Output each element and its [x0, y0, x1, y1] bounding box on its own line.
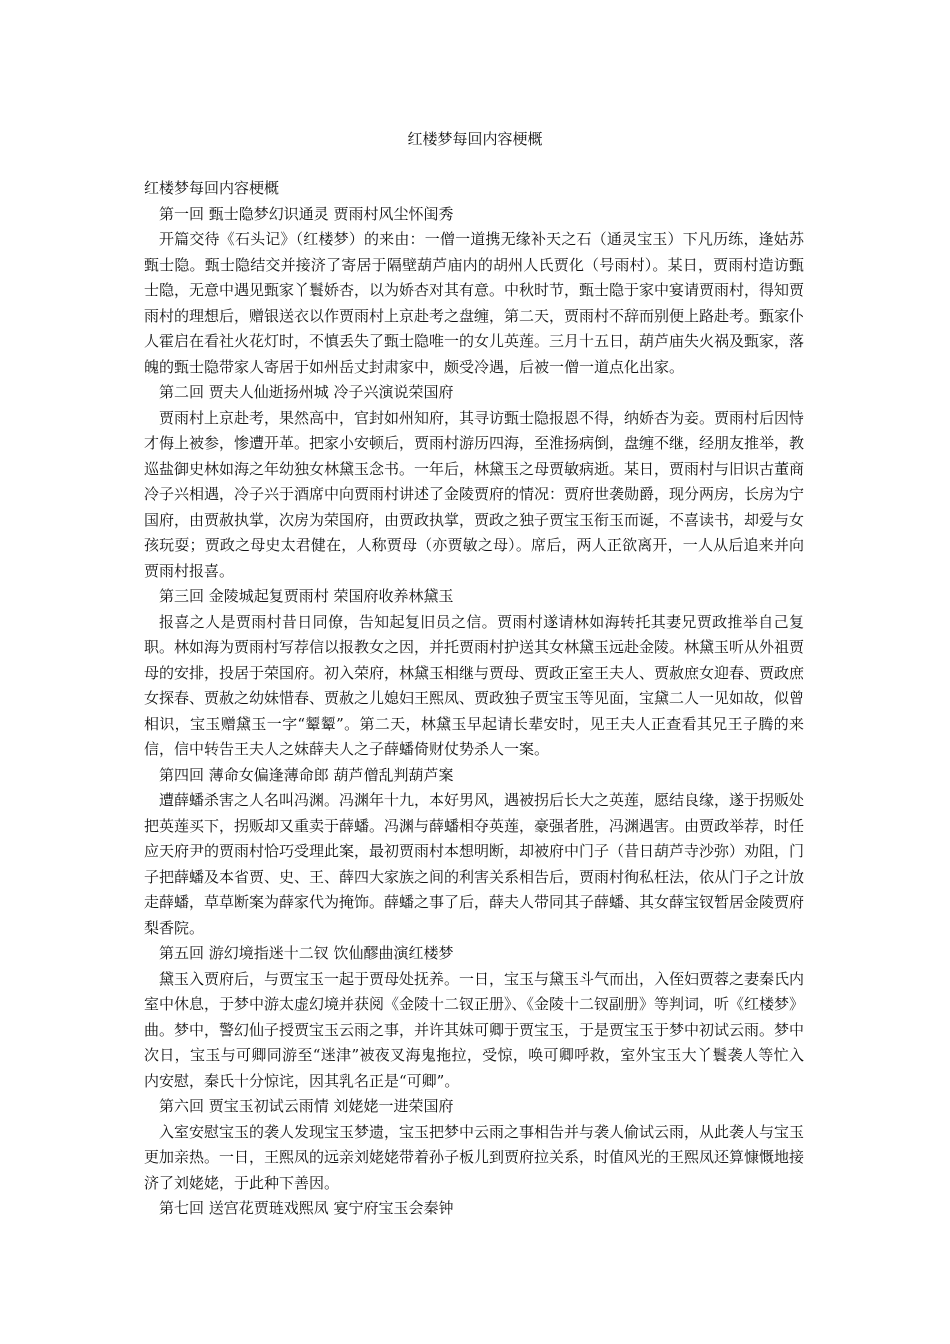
chapter-summary: 黛玉入贾府后，与贾宝玉一起于贾母处抚养。一日，宝玉与黛玉斗气而出，入侄妇贾蓉之妻秦氏内室中休息，于梦中游太虚幻境并获阅《金陵十二钗正册》、《金陵十二钗副册》等判词，听《红楼梦》曲。梦中，警幻仙子授贾宝玉云雨之事，并许其妹可卿于贾宝玉，于是贾宝玉于梦中初试云雨。梦中次日，宝玉与可卿同游至“迷津”被夜叉海鬼拖拉，受惊，唤可卿呼救，室外宝玉大丫鬟袭人等忙入内安慰，秦氏十分惊诧，因其乳名正是“可卿”。	[144, 969, 805, 1090]
document-content	[144, 176, 804, 1222]
chapter-2	[144, 380, 804, 584]
chapter-heading: 第四回 薄命女偏逢薄命郎 葫芦僧乱判葫芦案	[159, 765, 454, 784]
chapter-heading: 第一回 甄士隐梦幻识通灵 贾雨村风尘怀闺秀	[159, 204, 454, 223]
chapter-6	[144, 1094, 804, 1196]
chapter-summary: 入室安慰宝玉的袭人发现宝玉梦遗，宝玉把梦中云雨之事相告并与袭人偷试云雨，从此袭人与宝玉更加亲热。一日，王熙凤的远亲刘姥姥带着孙子板儿到贾府拉关系，时值风光的王熙凤还算慷慨地接济了刘姥姥，于此种下善因。	[144, 1122, 805, 1192]
chapter-7	[144, 1196, 804, 1222]
chapter-3	[144, 584, 804, 763]
chapter-summary: 报喜之人是贾雨村昔日同僚，告知起复旧员之信。贾雨村遂请林如海转托其妻兄贾政推举自己复职。林如海为贾雨村写荐信以报教女之因，并托贾雨村护送其女林黛玉远赴金陵。林黛玉听从外祖贾母的安排，投居于荣国府。初入荣府，林黛玉相继与贾母、贾政正室王夫人、贾赦庶女迎春、贾政庶女探春、贾赦之幼妹惜春、贾赦之儿媳妇王熙凤、贾政独子贾宝玉等见面，宝黛二人一见如故，似曾相识，宝玉赠黛玉一字“颦颦”。第二天，林黛玉早起请长辈安时，见王夫人正查看其兄王子腾的来信，信中转告王夫人之妹薛夫人之子薛蟠倚财仗势杀人一案。	[144, 612, 805, 758]
chapter-heading: 第六回 贾宝玉初试云雨情 刘姥姥一进荣国府	[159, 1097, 454, 1115]
chapter-heading: 第二回 贾夫人仙逝扬州城 冷子兴演说荣国府	[159, 383, 454, 401]
chapter-heading: 第七回 送宫花贾琏戏熙凤 宴宁府宝玉会秦钟	[159, 1199, 454, 1217]
document-title: 红楼梦每回内容梗概	[407, 130, 543, 148]
chapter-heading: 第五回 游幻境指迷十二钗 饮仙醪曲演红楼梦	[159, 944, 454, 962]
chapter-summary: 遭薛蟠杀害之人名叫冯渊。冯渊年十九，本好男风，遇被拐后长大之英莲，愿结良缘，遂于拐贩处把英莲买下，拐贩却又重卖于薛蟠。冯渊与薛蟠相夺英莲，豪强者胜，冯渊遇害。由贾政举荐，时任应天府尹的贾雨村恰巧受理此案，最初贾雨村本想明断，却被府中门子（昔日葫芦寺沙弥）劝阻，门子把薛蟠及本省贾、史、王、薛四大家族之间的利害关系相告后，贾雨村徇私枉法，依从门子之计放走薛蟠，草草断案为薛家代为掩饰。薛蟠之事了后，薛夫人带同其子薛蟠、其女薛宝钗暂居金陵贾府梨香院。	[144, 791, 805, 937]
chapter-5	[144, 941, 804, 1094]
document-subtitle: 红楼梦每回内容梗概	[144, 179, 280, 197]
chapter-summary: 贾雨村上京赴考，果然高中，官封如州知府，其寻访甄士隐报恩不得，纳娇杏为妾。贾雨村后因恃才侮上被参，惨遭开革。把家小安顿后，贾雨村游历四海，至淮扬病倒，盘缠不继，经朋友推举，教巡盐御史林如海之年幼独女林黛玉念书。一年后，林黛玉之母贾敏病逝。某日，贾雨村与旧识古董商冷子兴相遇，冷子兴于酒席中向贾雨村讲述了金陵贾府的情况：贾府世袭勋爵，现分两房，长房为宁国府，由贾赦执掌，次房为荣国府，由贾政执掌，贾政之独子贾宝玉衔玉而诞，不喜读书，却爱与女孩玩耍；贾政之母史太君健在，人称贾母（亦贾敏之母）。席后，两人正欲离开，一人从后追来并向贾雨村报喜。	[144, 408, 805, 580]
chapter-4	[144, 763, 804, 942]
chapter-1	[144, 202, 804, 381]
chapter-heading: 第三回 金陵城起复贾雨村 荣国府收养林黛玉	[159, 587, 454, 605]
chapter-summary: 开篇交待《石头记》（红楼梦）的来由：一僧一道携无缘补天之石（通灵宝玉）下凡历练，逢姑苏甄士隐。甄士隐结交并接济了寄居于隔壁葫芦庙内的胡州人氏贾化（号雨村）。某日，贾雨村造访甄士隐，无意中遇见甄家丫鬟娇杏，以为娇杏对其有意。中秋时节，甄士隐于家中宴请贾雨村，得知贾雨村的理想后，赠银送衣以作贾雨村上京赴考之盘缠，第二天，贾雨村不辞而别便上路赴考。甄家仆人霍启在看社火花灯时，不慎丢失了甄士隐唯一的女儿英莲。三月十五日，葫芦庙失火祸及甄家，落魄的甄士隐带家人寄居于如州岳丈封肃家中，颇受冷遇，后被一僧一道点化出家。	[144, 230, 805, 376]
